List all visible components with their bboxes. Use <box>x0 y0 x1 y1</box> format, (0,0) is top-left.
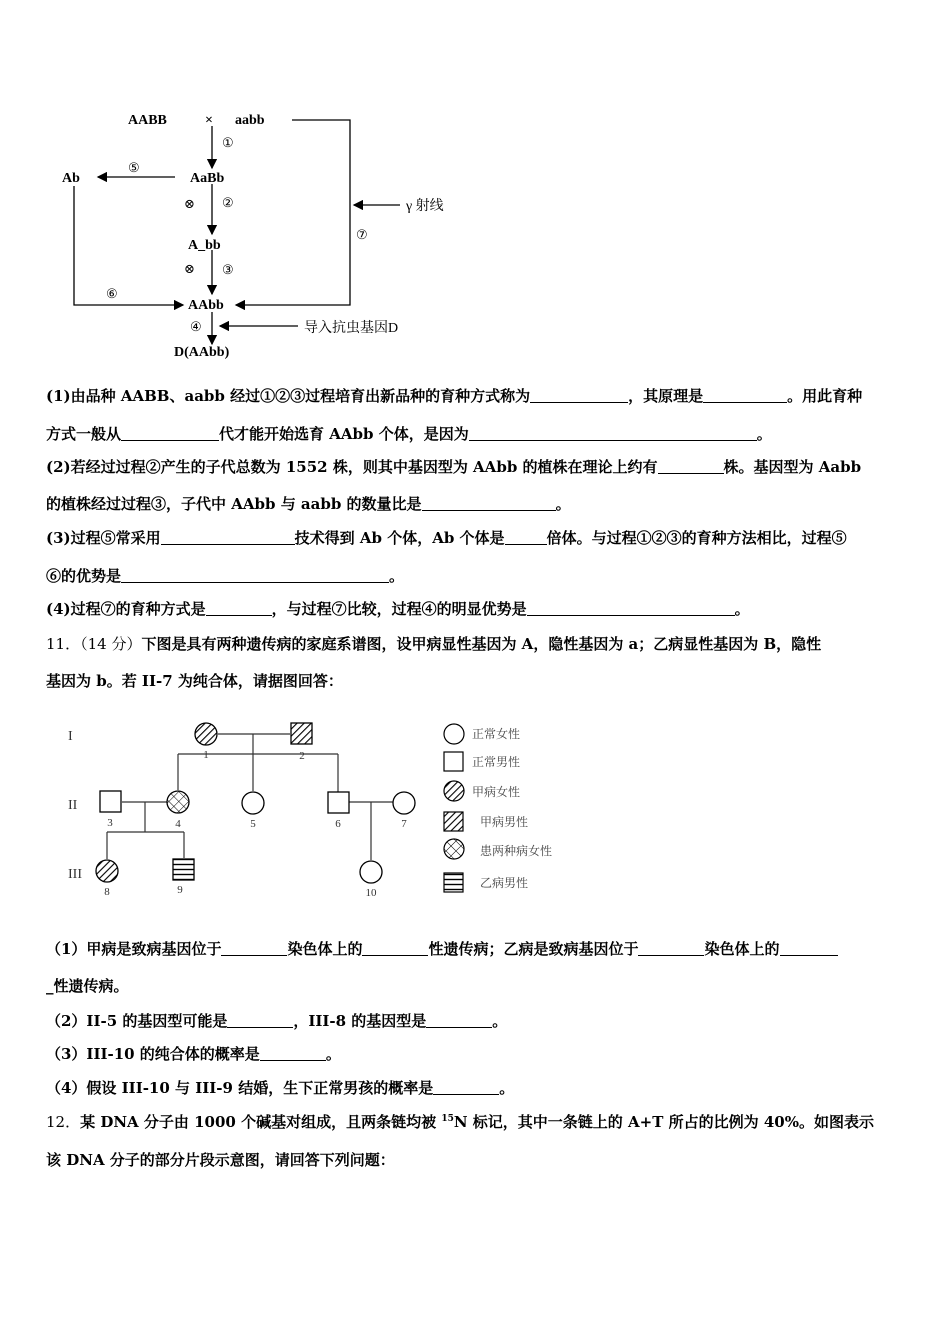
person-9-b-male <box>173 859 194 880</box>
q10-part2-line2: 的植株经过过程③，子代中 AAbb 与 aabb 的数量比是 。 <box>46 495 571 513</box>
gen-iii-label: III <box>68 867 82 882</box>
num-2: 2 <box>299 750 305 762</box>
parent-aabb-label: AABB <box>128 113 167 128</box>
q12-line1: 12．某 DNA 分子由 1000 个碱基对组成，且两条链均被 $^{15}$N 标记，其中一条链上的 A+T 所占的比例为 40%。如图表示 <box>46 1113 874 1131</box>
gen-ii-label: II <box>68 798 78 813</box>
target-label: AAbb <box>188 298 224 313</box>
cross-sign: × <box>205 113 213 128</box>
haploid-label: Ab <box>62 171 80 186</box>
step-2: ② <box>222 195 234 210</box>
q10-part3-line1: (3)过程⑤常采用 技术得到 Ab 个体，Ab 个体是 倍体。与过程①②③的育种方法相比，过程⑤ <box>46 529 847 547</box>
q11-part1-line1: （1）甲病是致病基因位于 染色体上的 性遗传病；乙病是致病基因位于 染色体上的 <box>46 939 908 959</box>
num-4: 4 <box>175 818 181 830</box>
step-4: ④ <box>190 319 202 334</box>
self-cross-2: ⊗ <box>184 261 195 276</box>
person-10-normal-female <box>360 861 382 883</box>
person-3-normal-male <box>100 791 121 812</box>
q11-intro-line2: 基因为 b。若 II-7 为纯合体，请据图回答： <box>46 672 343 690</box>
final-label: D(AAbb) <box>174 345 230 360</box>
person-8-a-female <box>96 860 118 882</box>
legend-a-male: 甲病男性 <box>480 815 529 829</box>
legend-a-female: 甲病女性 <box>472 785 521 799</box>
legend-normal-female: 正常女性 <box>472 727 521 741</box>
self-cross-1: ⊗ <box>184 196 195 211</box>
legend-a-female-symbol <box>444 781 464 801</box>
legend-normal-male: 正常男性 <box>472 755 521 769</box>
person-6-normal-male <box>328 792 349 813</box>
pedigree-chart <box>60 712 580 902</box>
person-5-normal-female <box>242 792 264 814</box>
person-2-a-male <box>291 723 312 744</box>
q11-part1-line2: _性遗传病。 <box>46 977 129 995</box>
legend-a-male-symbol <box>444 812 463 831</box>
gene-d-label: 导入抗虫基因D <box>304 321 399 336</box>
abb-label: A_bb <box>188 238 221 253</box>
f1-label: AaBb <box>190 171 225 186</box>
gen-i-label: I <box>68 729 73 744</box>
step-1: ① <box>222 135 234 150</box>
breeding-diagram <box>40 100 500 365</box>
q10-part4: (4)过程⑦的育种方式是 ，与过程⑦比较，过程④的明显优势是 。 <box>46 600 750 618</box>
person-7-normal-female <box>393 792 415 814</box>
person-1-a-female <box>195 723 217 745</box>
num-6: 6 <box>335 818 341 830</box>
step-5: ⑤ <box>128 160 140 175</box>
step-7: ⑦ <box>356 227 368 242</box>
q11-part2: （2）II-5 的基因型可能是 ，III-8 的基因型是 。 <box>46 1012 508 1030</box>
q11-part3: （3）III-10 的纯合体的概率是 。 <box>46 1045 341 1063</box>
person-4-both-female <box>167 791 189 813</box>
num-9: 9 <box>177 884 183 896</box>
q10-part1-line2: 方式一般从 代才能开始选育 AAbb 个体，是因为 。 <box>46 425 772 443</box>
step-6: ⑥ <box>106 286 118 301</box>
legend-both-female-symbol <box>444 839 464 859</box>
legend-b-male: 乙病男性 <box>480 876 529 890</box>
num-3: 3 <box>107 817 113 829</box>
legend-normal-male-symbol <box>444 752 463 771</box>
q10-part3-line2: ⑥的优势是 。 <box>46 567 405 585</box>
q12-line2: 该 DNA 分子的部分片段示意图，请回答下列问题： <box>46 1151 395 1169</box>
legend-b-male-symbol <box>444 873 463 892</box>
q10-part2-line1: (2)若经过过程②产生的子代总数为 1552 株，则其中基因型为 AAbb 的植株在理论上约有 株。基因型为 Aabb <box>46 458 862 476</box>
num-10: 10 <box>365 887 377 899</box>
q11-part4: （4）假设 III-10 与 III-9 结婚，生下正常男孩的概率是 。 <box>46 1079 515 1097</box>
num-5: 5 <box>250 818 256 830</box>
step-3: ③ <box>222 262 234 277</box>
q11-intro-line1: 11．（14 分）下图是具有两种遗传病的家庭系谱图，设甲病显性基因为 A，隐性基因为 a；乙病显性基因为 B，隐性 <box>46 635 822 653</box>
num-8: 8 <box>104 886 110 898</box>
num-1: 1 <box>203 749 209 761</box>
num-7: 7 <box>401 818 407 830</box>
q10-part1-line1: (1)由品种 AABB、aabb 经过①②③过程培育出新品种的育种方式称为 ，其原理是 。用此育种 <box>46 387 863 405</box>
legend-normal-female-symbol <box>444 724 464 744</box>
gamma-ray-label: γ 射线 <box>406 199 444 214</box>
parent2-label: aabb <box>235 113 265 128</box>
legend-both-female: 患两种病女性 <box>480 844 553 858</box>
